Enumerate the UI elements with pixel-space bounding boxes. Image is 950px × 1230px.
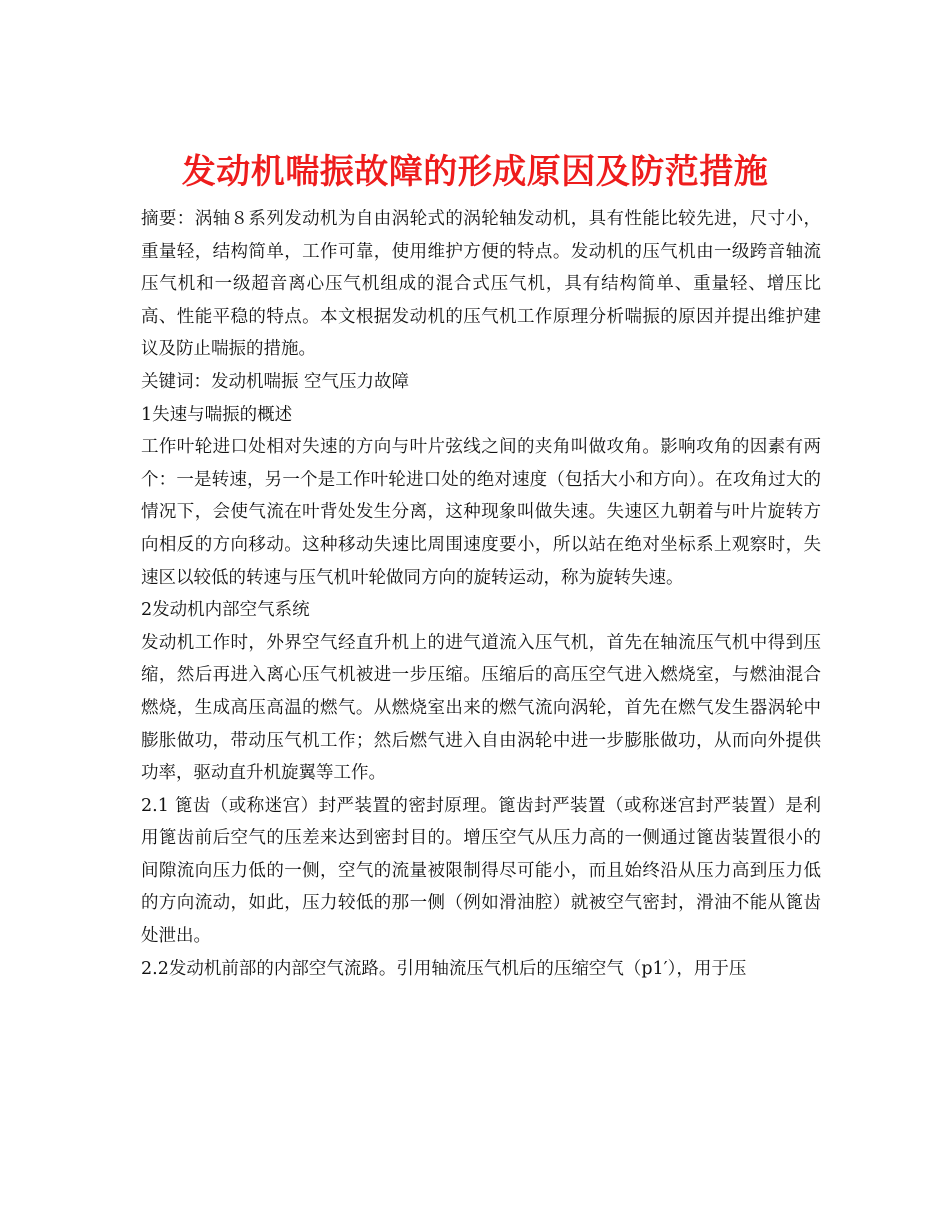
document-title: 发动机喘振故障的形成原因及防范措施 bbox=[181, 151, 769, 192]
section-1-heading: 1失速与喘振的概述 bbox=[141, 404, 293, 425]
section-2-2-paragraph: 2.2发动机前部的内部空气流路。引用轴流压气机后的压缩空气（p1′），用于压 bbox=[141, 958, 747, 979]
document-body bbox=[141, 203, 821, 985]
keywords-line: 关键词：发动机喘振 空气压力故障 bbox=[141, 371, 410, 392]
section-2-1-paragraph: 2.1 篦齿（或称迷宫）封严装置的密封原理。篦齿封严装置（或称迷宫封严装置）是利用篦齿前后空气的压差来达到密封目的。增压空气从压力高的一侧通过篦齿装置很小的间隙流向压力低的一侧，空气的流量被限制得尽可能小，而且始终沿从压力高到压力低的方向流动，如此，压力较低的那一侧（例如滑油腔）就被空气密封，滑油不能从篦齿处泄出。 bbox=[141, 795, 821, 947]
section-2-heading: 2发动机内部空气系统 bbox=[141, 600, 310, 621]
abstract-paragraph: 摘要：涡轴８系列发动机为自由涡轮式的涡轮轴发动机，具有性能比较先进，尺寸小，重量轻，结构简单，工作可靠，使用维护方便的特点。发动机的压气机由一级跨音轴流压气机和一级超音离心压气机组成的混合式压气机，具有结构简单、重量轻、增压比高、性能平稳的特点。本文根据发动机的压气机工作原理分析喘振的原因并提出维护建议及防止喘振的措施。 bbox=[141, 209, 821, 360]
section-1-paragraph: 工作叶轮进口处相对失速的方向与叶片弦线之间的夹角叫做攻角。影响攻角的因素有两个：一是转速，另一个是工作叶轮进口处的绝对速度（包括大小和方向）。在攻角过大的情况下，会使气流在叶背处发生分离，这种现象叫做失速。失速区九朝着与叶片旋转方向相反的方向移动。这种移动失速比周围速度要小，所以站在绝对坐标系上观察时，失速区以较低的转速与压气机叶轮做同方向的旋转运动，称为旋转失速。 bbox=[141, 437, 821, 588]
section-2-paragraph: 发动机工作时，外界空气经直升机上的进气道流入压气机，首先在轴流压气机中得到压缩，然后再进入离心压气机被进一步压缩。压缩后的高压空气进入燃烧室，与燃油混合燃烧，生成高压高温的燃气。从燃烧室出来的燃气流向涡轮，首先在燃气发生器涡轮中膨胀做功，带动压气机工作；然后燃气进入自由涡轮中进一步膨胀做功，从而向外提供功率，驱动直升机旋翼等工作。 bbox=[141, 632, 821, 784]
